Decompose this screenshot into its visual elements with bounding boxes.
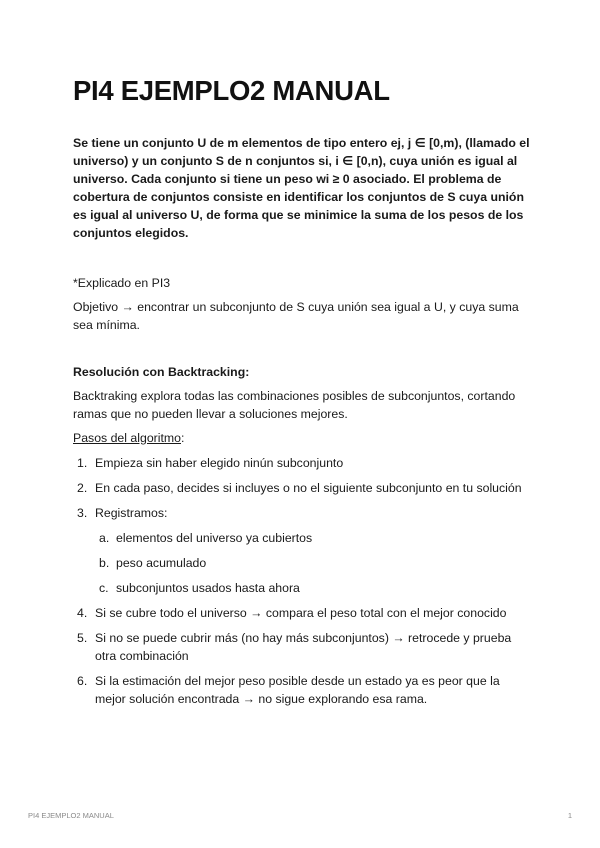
- sub-list-item-letter: a.: [99, 531, 110, 545]
- page-number: 1: [567, 811, 572, 820]
- sub-list-item: [95, 529, 533, 547]
- list-item: [73, 504, 533, 597]
- list-item-text: Si no se puede cubrir más (no hay más subconjuntos) → retrocede y prueba otra combinación: [95, 631, 512, 663]
- footer-title: PI4 EJEMPLO2 MANUAL: [28, 811, 114, 820]
- objective-text: Objetivo → encontrar un subconjunto de S cuya unión sea igual a U, y cuya suma sea mínima.: [73, 300, 519, 332]
- steps-list: [73, 454, 533, 708]
- document-page: [73, 74, 533, 715]
- list-item-text: Si la estimación del mejor peso posible desde un estado ya es peor que la mejor solución encontrada → no sigue explorando esa rama.: [95, 674, 500, 706]
- list-item-text: Empieza sin haber elegido ninún subconjunto: [95, 456, 344, 470]
- section-heading: Resolución con Backtracking:: [73, 365, 250, 379]
- list-item: [73, 479, 533, 497]
- steps-heading-colon: :: [181, 431, 185, 445]
- list-item-number: 4.: [77, 606, 88, 620]
- note-text: *Explicado en PI3: [73, 276, 171, 290]
- list-item: [73, 629, 533, 665]
- section-paragraph: Backtraking explora todas las combinaciones posibles de subconjuntos, cortando ramas que no pueden llevar a soluciones mejores.: [73, 389, 516, 421]
- list-item-number: 5.: [77, 631, 88, 645]
- list-item: [73, 604, 533, 622]
- sub-list-item: [95, 579, 533, 597]
- intro-paragraph: Se tiene un conjunto U de m elementos de tipo entero ej, j ∈ [0,m), (llamado el universo) y un conjunto S de n conjuntos si, i ∈ [0,n), cuya unión es igual al universo. Cada conjunto si tiene un peso wi ≥ 0 asociado. El problema de cobertura de conjuntos consiste en identificar los conjuntos de S cuya unión es igual al universo U, de forma que se minimice la suma de los pesos de los conjuntos elegidos.: [73, 136, 530, 240]
- list-item-text: Si se cubre todo el universo → compara el peso total con el mejor conocido: [95, 606, 507, 620]
- sub-list-item-text: elementos del universo ya cubiertos: [116, 531, 313, 545]
- steps-heading: [73, 429, 533, 447]
- list-item-text: Registramos:: [95, 506, 168, 520]
- list-item: [73, 454, 533, 472]
- sub-list-item-text: peso acumulado: [116, 556, 207, 570]
- page-title: PI4 EJEMPLO2 MANUAL: [73, 75, 390, 106]
- list-item-number: 6.: [77, 674, 88, 688]
- page-footer: [28, 811, 572, 820]
- list-item-text: En cada paso, decides si incluyes o no el siguiente subconjunto en tu solución: [95, 481, 522, 495]
- sub-list-item: [95, 554, 533, 572]
- list-item-number: 2.: [77, 481, 88, 495]
- sub-list-item-text: subconjuntos usados hasta ahora: [116, 581, 300, 595]
- sub-list-item-letter: b.: [99, 556, 110, 570]
- sub-list-item-letter: c.: [99, 581, 109, 595]
- list-item-number: 1.: [77, 456, 88, 470]
- list-item: [73, 672, 533, 708]
- list-item-number: 3.: [77, 506, 88, 520]
- substeps-list: [95, 529, 533, 597]
- steps-heading-label: Pasos del algoritmo: [73, 431, 181, 445]
